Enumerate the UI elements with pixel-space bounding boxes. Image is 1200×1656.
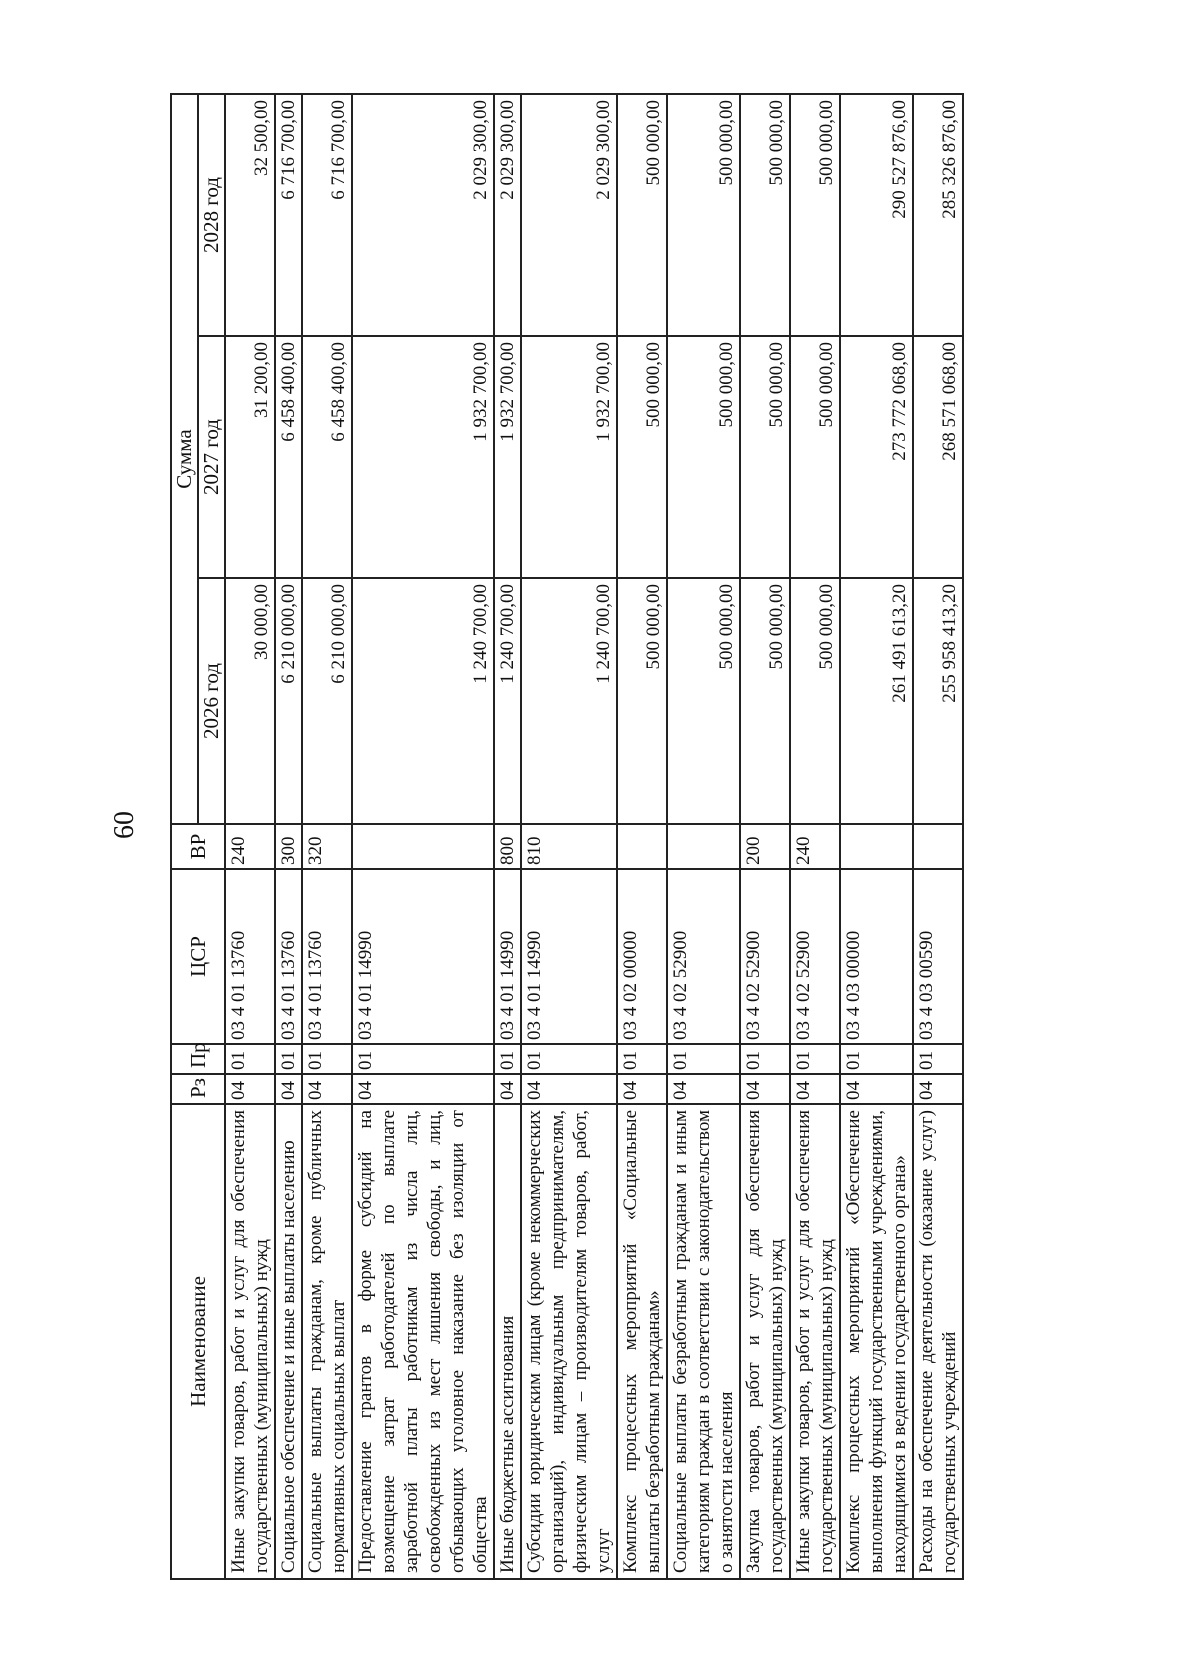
header-2026: 2026 год: [198, 578, 225, 824]
row-2027: 500 000,00: [617, 336, 667, 578]
row-csr: 03 4 02 52900: [667, 869, 740, 1044]
row-2028: 500 000,00: [667, 94, 740, 336]
table-row: [913, 94, 963, 1579]
row-rz: 04: [840, 1074, 913, 1104]
row-csr: 03 4 02 00000: [617, 869, 667, 1044]
row-2027: 500 000,00: [667, 336, 740, 578]
row-vr: [352, 824, 494, 869]
row-rz: 04: [352, 1074, 494, 1104]
table-row: [225, 94, 275, 1579]
row-2028: 500 000,00: [740, 94, 790, 336]
row-pr: 01: [740, 1044, 790, 1074]
row-csr: 03 4 01 14990: [494, 869, 521, 1044]
row-2028: 6 716 700,00: [275, 94, 302, 336]
row-2028: 290 527 876,00: [840, 94, 913, 336]
row-2027: 6 458 400,00: [302, 336, 352, 578]
row-2026: 1 240 700,00: [494, 578, 521, 824]
row-2028: 500 000,00: [617, 94, 667, 336]
row-pr: 01: [352, 1044, 494, 1074]
row-csr: 03 4 02 52900: [740, 869, 790, 1044]
row-vr: [913, 824, 963, 869]
row-pr: 01: [494, 1044, 521, 1074]
row-csr: 03 4 02 52900: [790, 869, 840, 1044]
row-vr: 200: [740, 824, 790, 869]
row-pr: 01: [667, 1044, 740, 1074]
row-rz: 04: [790, 1074, 840, 1104]
row-2026: 500 000,00: [790, 578, 840, 824]
table-row: [790, 94, 840, 1579]
row-2028: 2 029 300,00: [494, 94, 521, 336]
row-2028: 32 500,00: [225, 94, 275, 336]
row-2027: 268 571 068,00: [913, 336, 963, 578]
row-2028: 2 029 300,00: [521, 94, 617, 336]
row-pr: 01: [302, 1044, 352, 1074]
row-rz: 04: [617, 1074, 667, 1104]
rotated-table-container: [170, 95, 1030, 1580]
row-pr: 01: [913, 1044, 963, 1074]
row-vr: [667, 824, 740, 869]
table-row: [521, 94, 617, 1579]
row-2026: 500 000,00: [740, 578, 790, 824]
table-row: [740, 94, 790, 1579]
row-rz: 04: [302, 1074, 352, 1104]
row-vr: 810: [521, 824, 617, 869]
row-2026: 6 210 000,00: [275, 578, 302, 824]
row-2026: 30 000,00: [225, 578, 275, 824]
row-name: Закупка товаров, работ и услуг для обеспечения государственных (муниципальных) нужд: [740, 1104, 790, 1579]
row-csr: 03 4 01 14990: [521, 869, 617, 1044]
row-name: Иные закупки товаров, работ и услуг для обеспечения государственных (муниципальных) нужд: [225, 1104, 275, 1579]
row-rz: 04: [667, 1074, 740, 1104]
table-body: [225, 94, 963, 1579]
row-2026: 1 240 700,00: [521, 578, 617, 824]
row-2028: 285 326 876,00: [913, 94, 963, 336]
table-row: [840, 94, 913, 1579]
row-csr: 03 4 01 13760: [275, 869, 302, 1044]
row-2027: 500 000,00: [790, 336, 840, 578]
row-pr: 01: [225, 1044, 275, 1074]
table-row: [617, 94, 667, 1579]
row-rz: 04: [275, 1074, 302, 1104]
header-sum: Сумма: [171, 94, 198, 824]
row-vr: 800: [494, 824, 521, 869]
row-2027: 500 000,00: [740, 336, 790, 578]
row-csr: 03 4 03 00590: [913, 869, 963, 1044]
row-name: Социальные выплаты безработным гражданам и иным категориям граждан в соответствии с законодательством о занятости населения: [667, 1104, 740, 1579]
row-name: Социальные выплаты гражданам, кроме публичных нормативных социальных выплат: [302, 1104, 352, 1579]
row-2027: 31 200,00: [225, 336, 275, 578]
row-csr: 03 4 03 00000: [840, 869, 913, 1044]
table-row: [352, 94, 494, 1579]
row-pr: 01: [790, 1044, 840, 1074]
row-vr: 320: [302, 824, 352, 869]
row-name: Комплекс процессных мероприятий «Обеспечение выполнения функций государственными учреждениями, находящимися в ведении государственного органа»: [840, 1104, 913, 1579]
row-2028: 500 000,00: [790, 94, 840, 336]
header-csr: ЦСР: [171, 869, 225, 1044]
row-name: Социальное обеспечение и иные выплаты населению: [275, 1104, 302, 1579]
row-pr: 01: [617, 1044, 667, 1074]
row-rz: 04: [494, 1074, 521, 1104]
row-pr: 01: [840, 1044, 913, 1074]
row-2027: 273 772 068,00: [840, 336, 913, 578]
row-2026: 261 491 613,20: [840, 578, 913, 824]
table-row: [302, 94, 352, 1579]
row-csr: 03 4 01 13760: [302, 869, 352, 1044]
row-2027: 1 932 700,00: [352, 336, 494, 578]
row-vr: [617, 824, 667, 869]
row-2027: 1 932 700,00: [521, 336, 617, 578]
table-row: [494, 94, 521, 1579]
page-number: 60: [109, 811, 140, 839]
row-csr: 03 4 01 14990: [352, 869, 494, 1044]
header-vr: ВР: [171, 824, 225, 869]
row-name: Комплекс процессных мероприятий «Социальные выплаты безработным гражданам»: [617, 1104, 667, 1579]
row-2027: 1 932 700,00: [494, 336, 521, 578]
row-rz: 04: [521, 1074, 617, 1104]
header-2027: 2027 год: [198, 336, 225, 578]
row-name: Иные закупки товаров, работ и услуг для обеспечения государственных (муниципальных) нужд: [790, 1104, 840, 1579]
header-row-1: [171, 94, 198, 1579]
row-rz: 04: [913, 1074, 963, 1104]
header-2028: 2028 год: [198, 94, 225, 336]
row-rz: 04: [225, 1074, 275, 1104]
row-name: Субсидии юридическим лицам (кроме некоммерческих организаций), индивидуальным предпринимателям, физическим лицам – производителям товаров, работ, услуг: [521, 1104, 617, 1579]
row-2026: 1 240 700,00: [352, 578, 494, 824]
row-2026: 500 000,00: [667, 578, 740, 824]
table-row: [275, 94, 302, 1579]
row-name: Иные бюджетные ассигнования: [494, 1104, 521, 1579]
budget-table: [170, 93, 964, 1580]
row-csr: 03 4 01 13760: [225, 869, 275, 1044]
header-pr: Пр: [171, 1044, 225, 1074]
row-vr: 240: [225, 824, 275, 869]
row-pr: 01: [275, 1044, 302, 1074]
header-rz: Рз: [171, 1074, 225, 1104]
header-name: Наименование: [171, 1104, 225, 1579]
row-2028: 6 716 700,00: [302, 94, 352, 336]
row-name: Расходы на обеспечение деятельности (оказание услуг) государственных учреждений: [913, 1104, 963, 1579]
row-2028: 2 029 300,00: [352, 94, 494, 336]
row-2027: 6 458 400,00: [275, 336, 302, 578]
row-2026: 500 000,00: [617, 578, 667, 824]
table-row: [667, 94, 740, 1579]
row-rz: 04: [740, 1074, 790, 1104]
row-name: Предоставление грантов в форме субсидий на возмещение затрат работодателей по выплате заработной платы работникам из числа лиц, освобожденных из мест лишения свободы, и лиц, отбывающих уголовное наказание без изоляции от общества: [352, 1104, 494, 1579]
row-vr: 240: [790, 824, 840, 869]
row-2026: 255 958 413,20: [913, 578, 963, 824]
row-2026: 6 210 000,00: [302, 578, 352, 824]
row-pr: 01: [521, 1044, 617, 1074]
row-vr: 300: [275, 824, 302, 869]
row-vr: [840, 824, 913, 869]
